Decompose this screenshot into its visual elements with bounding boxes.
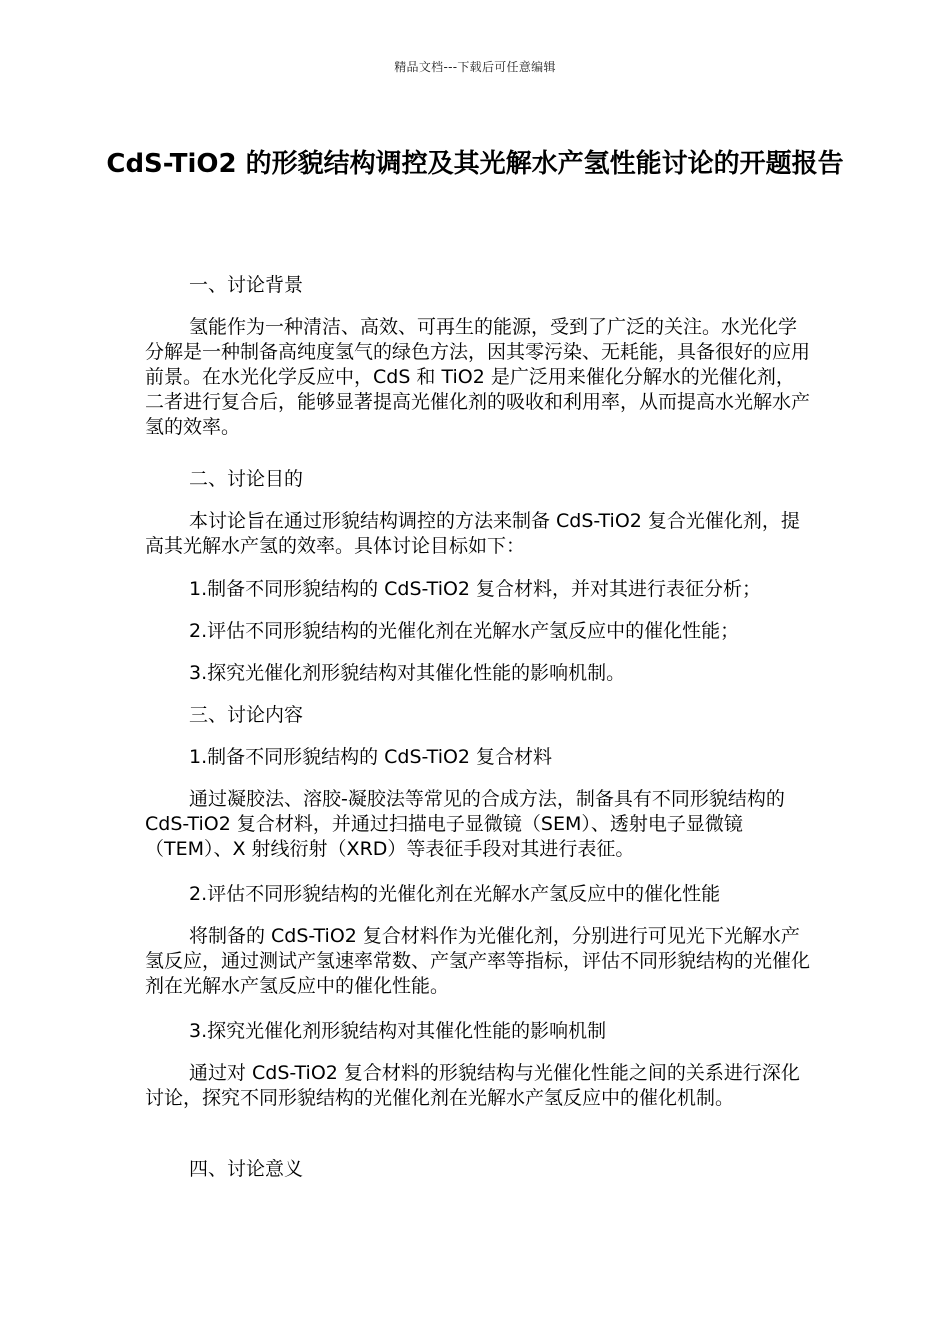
goal-item-1: 1.制备不同形貌结构的 CdS-TiO2 复合材料，并对其进行表征分析； [189, 578, 762, 600]
paragraph-purpose: 本讨论旨在通过形貌结构调控的方法来制备 CdS-TiO2 复合光催化剂，提高其光解水产氢的效率。具体讨论目标如下： [145, 510, 800, 557]
content-subheading-1: 1.制备不同形貌结构的 CdS-TiO2 复合材料 [189, 746, 553, 768]
goal-item-2: 2.评估不同形貌结构的光催化剂在光解水产氢反应中的催化性能； [189, 620, 740, 642]
content-subheading-3: 3.探究光催化剂形貌结构对其催化性能的影响机制 [189, 1020, 607, 1042]
paragraph-background: 氢能作为一种清洁、高效、可再生的能源，受到了广泛的关注。水光化学分解是一种制备高纯度氢气的绿色方法，因其零污染、无耗能，具备很好的应用前景。在水光化学反应中，CdS 和 TiO2 是广泛用来催化分解水的光催化剂，二者进行复合后，能够显著提高光催化剂的吸收和利用率，从而提高水光解水产氢的效率。 [145, 316, 811, 438]
content-paragraph-1: 通过凝胶法、溶胶-凝胶法等常见的合成方法，制备具有不同形貌结构的 CdS-TiO2 复合材料，并通过扫描电子显微镜（SEM）、透射电子显微镜（TEM）、X 射线衍射（XRD）等表征手段对其进行表征。 [145, 788, 785, 860]
content-paragraph-3: 通过对 CdS-TiO2 复合材料的形貌结构与光催化性能之间的关系进行深化讨论，探究不同形貌结构的光催化剂在光解水产氢反应中的催化机制。 [145, 1062, 800, 1109]
section-heading-background: 一、讨论背景 [189, 274, 304, 296]
section-heading-significance: 四、讨论意义 [189, 1158, 304, 1180]
goal-item-3: 3.探究光催化剂形貌结构对其催化性能的影响机制。 [189, 662, 626, 684]
page-header-note: 精品文档---下载后可任意编辑 [394, 60, 556, 74]
section-heading-content: 三、讨论内容 [189, 704, 304, 726]
document-title: CdS-TiO2 的形貌结构调控及其光解水产氢性能讨论的开题报告 [106, 149, 844, 179]
content-paragraph-2: 将制备的 CdS-TiO2 复合材料作为光催化剂，分别进行可见光下光解水产氢反应，通过测试产氢速率常数、产氢产率等指标，评估不同形貌结构的光催化剂在光解水产氢反应中的催化性能。 [145, 925, 811, 997]
content-subheading-2: 2.评估不同形貌结构的光催化剂在光解水产氢反应中的催化性能 [189, 883, 721, 905]
section-heading-purpose: 二、讨论目的 [189, 468, 304, 490]
